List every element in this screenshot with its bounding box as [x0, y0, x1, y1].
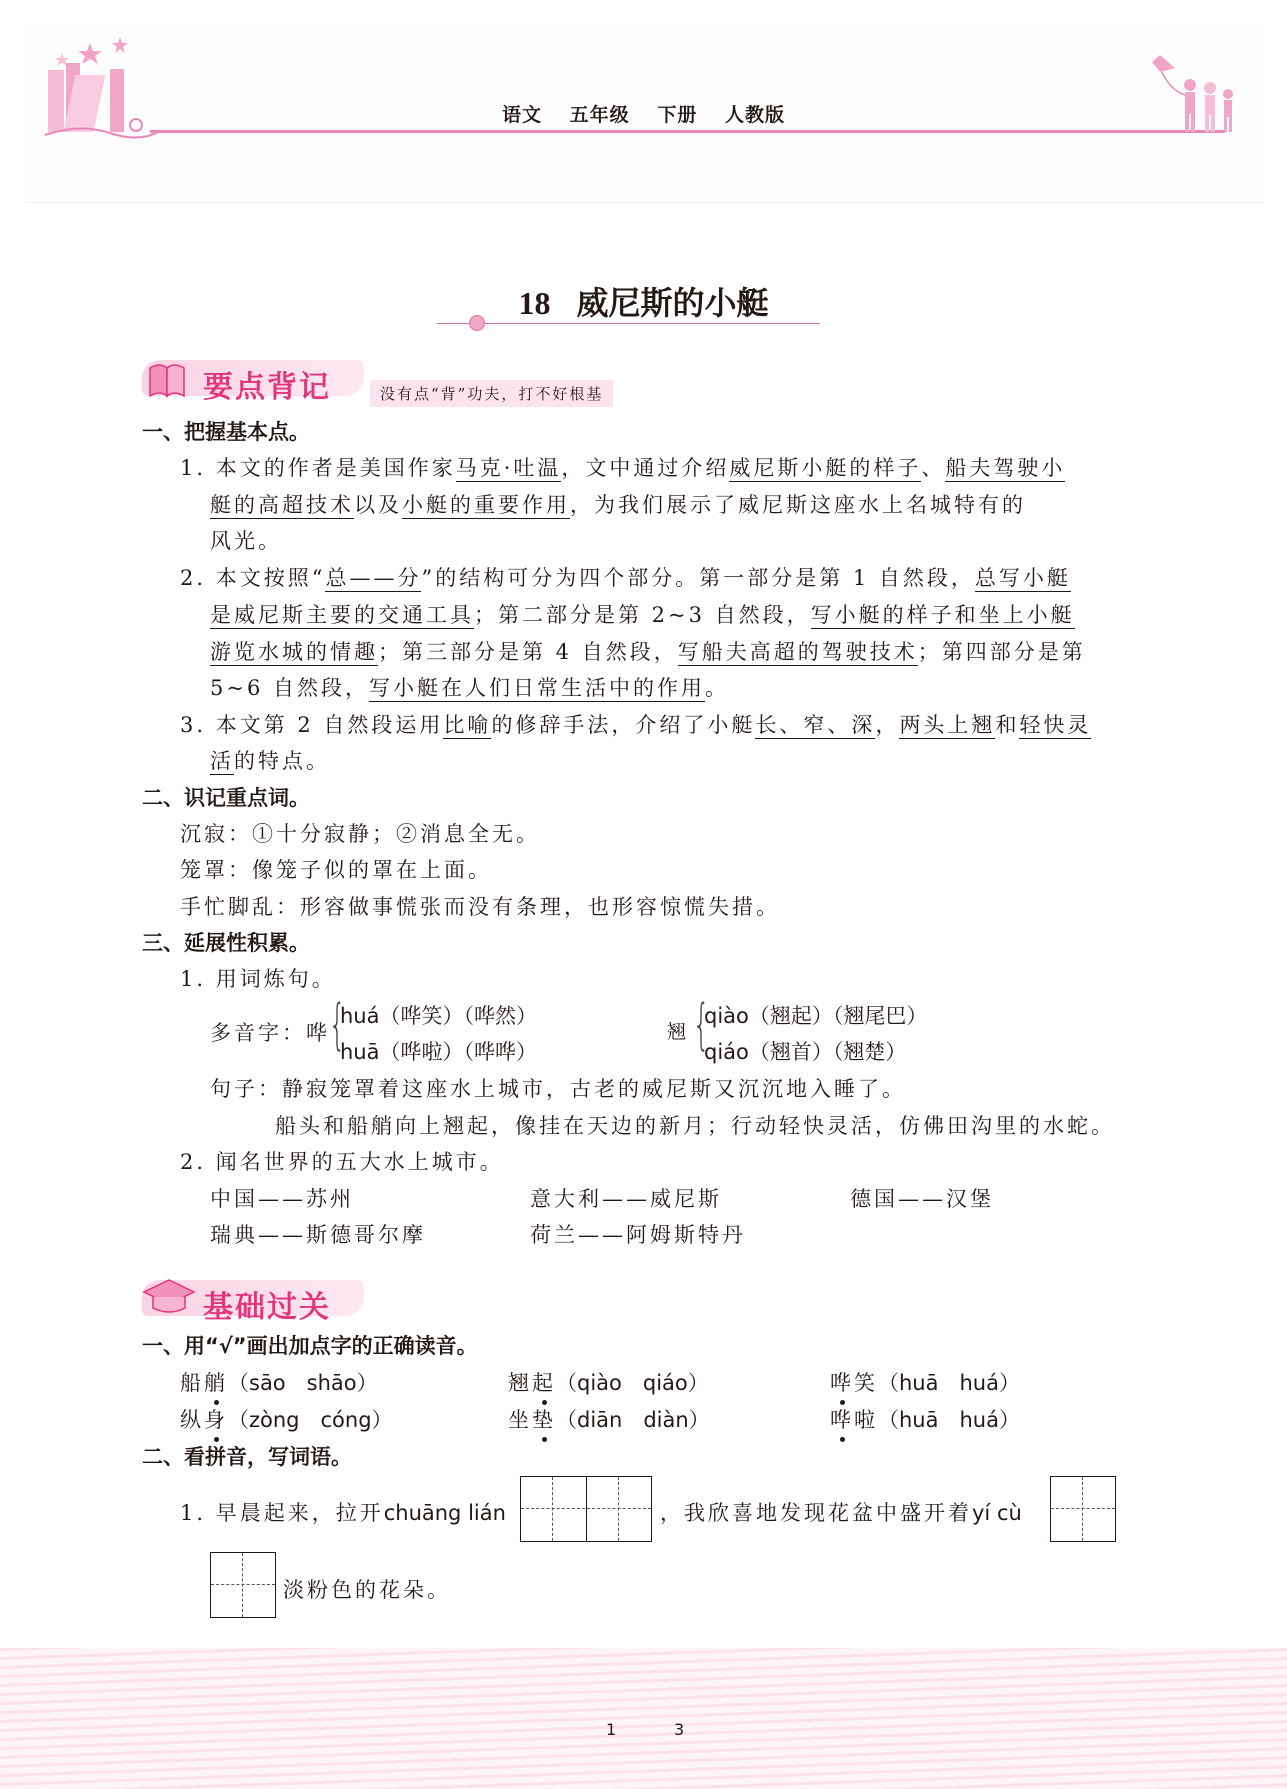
word-shoumang: 手忙脚乱：形容做事慌张而没有条理，也形容惊慌失措。: [180, 895, 780, 919]
p1-line2: 艇的高超技术以及小艇的重要作用，为我们展示了威尼斯这座水上名城特有的: [210, 493, 1026, 517]
lesson-title: [0, 278, 1287, 324]
q1-item-huaxiao[interactable]: 哗笑（huā huá）: [830, 1367, 1020, 1397]
sentence-2: 船头和船艄向上翘起，像挂在天边的新月；行动轻快灵活，仿佛田沟里的水蛇。: [275, 1114, 1115, 1138]
hua-reading-2: huā（哗啦）（哗哗）: [340, 1040, 537, 1064]
q1-item-shaoshao[interactable]: 船艄（sāo shāo）: [180, 1367, 378, 1397]
header-text: [0, 100, 1287, 127]
header-divider: [150, 130, 1225, 133]
qiao-reading-1: qiào（翘起）（翘尾巴）: [704, 1004, 928, 1028]
section1-subtitle: 没有点“背”功夫，打不好根基: [370, 380, 613, 407]
q2-text-c: 淡粉色的花朵。: [283, 1578, 451, 1602]
page-number-left: 1: [606, 1720, 617, 1739]
hua-reading-1: huá（哗笑）（哗然）: [340, 1004, 537, 1028]
graduation-cap-icon: [142, 1276, 196, 1318]
part3-item1: 1. 用词炼句。: [180, 967, 336, 991]
header-subject: 语文: [502, 104, 543, 126]
p3-line2: 活的特点。: [210, 749, 330, 773]
section1-title: 要点背记: [203, 370, 331, 405]
polyphone-label: 多音字：哗: [210, 1021, 330, 1045]
book-icon: [146, 360, 190, 400]
p1-line3: 风光。: [210, 529, 282, 553]
city-germany: 德国——汉堡: [850, 1187, 994, 1211]
word-chenji: 沉寂：①十分寂静；②消息全无。: [180, 822, 540, 846]
q2-text-b: ，我欣喜地发现花盆中盛开着yí cù: [660, 1501, 1022, 1525]
lesson-name: 威尼斯的小艇: [576, 284, 769, 322]
title-underline: [437, 323, 820, 324]
books-stars-icon: [40, 35, 160, 150]
part2-heading: 二、识记重点词。: [142, 786, 310, 810]
part3-heading: 三、延展性积累。: [142, 931, 310, 955]
answer-grid-yicu-1[interactable]: [1050, 1476, 1116, 1542]
part1-heading: 一、把握基本点。: [142, 420, 310, 444]
answer-grid-chuanglian[interactable]: [520, 1476, 652, 1542]
footer-stripes: [0, 1648, 1287, 1789]
q2-heading: 二、看拼音，写词语。: [142, 1445, 352, 1469]
q1-item-zongshen[interactable]: 纵身（zòng cóng）: [180, 1404, 393, 1434]
brace-qiao: {: [692, 993, 710, 1056]
header-volume: 下册: [657, 104, 698, 126]
p2-line3: 游览水城的情趣；第三部分是第 4 自然段，写船夫高超的驾驶技术；第四部分是第: [210, 640, 1086, 664]
qiao-reading-2: qiáo（翘首）（翘楚）: [704, 1040, 907, 1064]
lesson-number: 18: [518, 285, 551, 321]
p3-line1: 3. 本文第 2 自然段运用比喻的修辞手法，介绍了小艇长、窄、深，两头上翘和轻快灵: [180, 713, 1092, 737]
city-china: 中国——苏州: [210, 1187, 354, 1211]
page-number-right: 3: [674, 1720, 685, 1739]
q1-item-zuodian[interactable]: 坐垫（diān diàn）: [508, 1404, 710, 1434]
brace-hua: {: [328, 993, 346, 1056]
p2-line2: 是威尼斯主要的交通工具；第二部分是第 2~3 自然段，写小艇的样子和坐上小艇: [210, 603, 1075, 627]
char-qiao: 翘: [667, 1021, 690, 1043]
title-dot: [469, 315, 485, 331]
part3-item2: 2. 闻名世界的五大水上城市。: [180, 1150, 504, 1174]
q1-heading: 一、用“√”画出加点字的正确读音。: [142, 1334, 478, 1358]
p1-line1: 1. 本文的作者是美国作家马克·吐温，文中通过介绍威尼斯小艇的样子、船夫驾驶小: [180, 456, 1066, 480]
city-netherlands: 荷兰——阿姆斯特丹: [530, 1223, 746, 1247]
word-longzhao: 笼罩：像笼子似的罩在上面。: [180, 858, 492, 882]
p2-line4: 5~6 自然段，写小艇在人们日常生活中的作用。: [210, 676, 729, 700]
section2-title: 基础过关: [203, 1290, 331, 1325]
p2-line1: 2. 本文按照“总——分”的结构可分为四个部分。第一部分是第 1 自然段，总写小艇: [180, 566, 1071, 590]
city-italy: 意大利——威尼斯: [530, 1187, 722, 1211]
answer-grid-yicu-2[interactable]: [210, 1552, 276, 1618]
q2-text-a: 1. 早晨起来，拉开chuāng lián: [180, 1501, 506, 1525]
header-edition: 人教版: [724, 104, 785, 126]
q1-item-huala[interactable]: 哗啦（huā huá）: [830, 1404, 1020, 1434]
city-sweden: 瑞典——斯德哥尔摩: [210, 1223, 426, 1247]
q1-item-qiaoqi[interactable]: 翘起（qiào qiáo）: [508, 1367, 709, 1397]
header-grade: 五年级: [569, 104, 630, 126]
sentence-1: 句子：静寂笼罩着这座水上城市，古老的威尼斯又沉沉地入睡了。: [210, 1077, 906, 1101]
